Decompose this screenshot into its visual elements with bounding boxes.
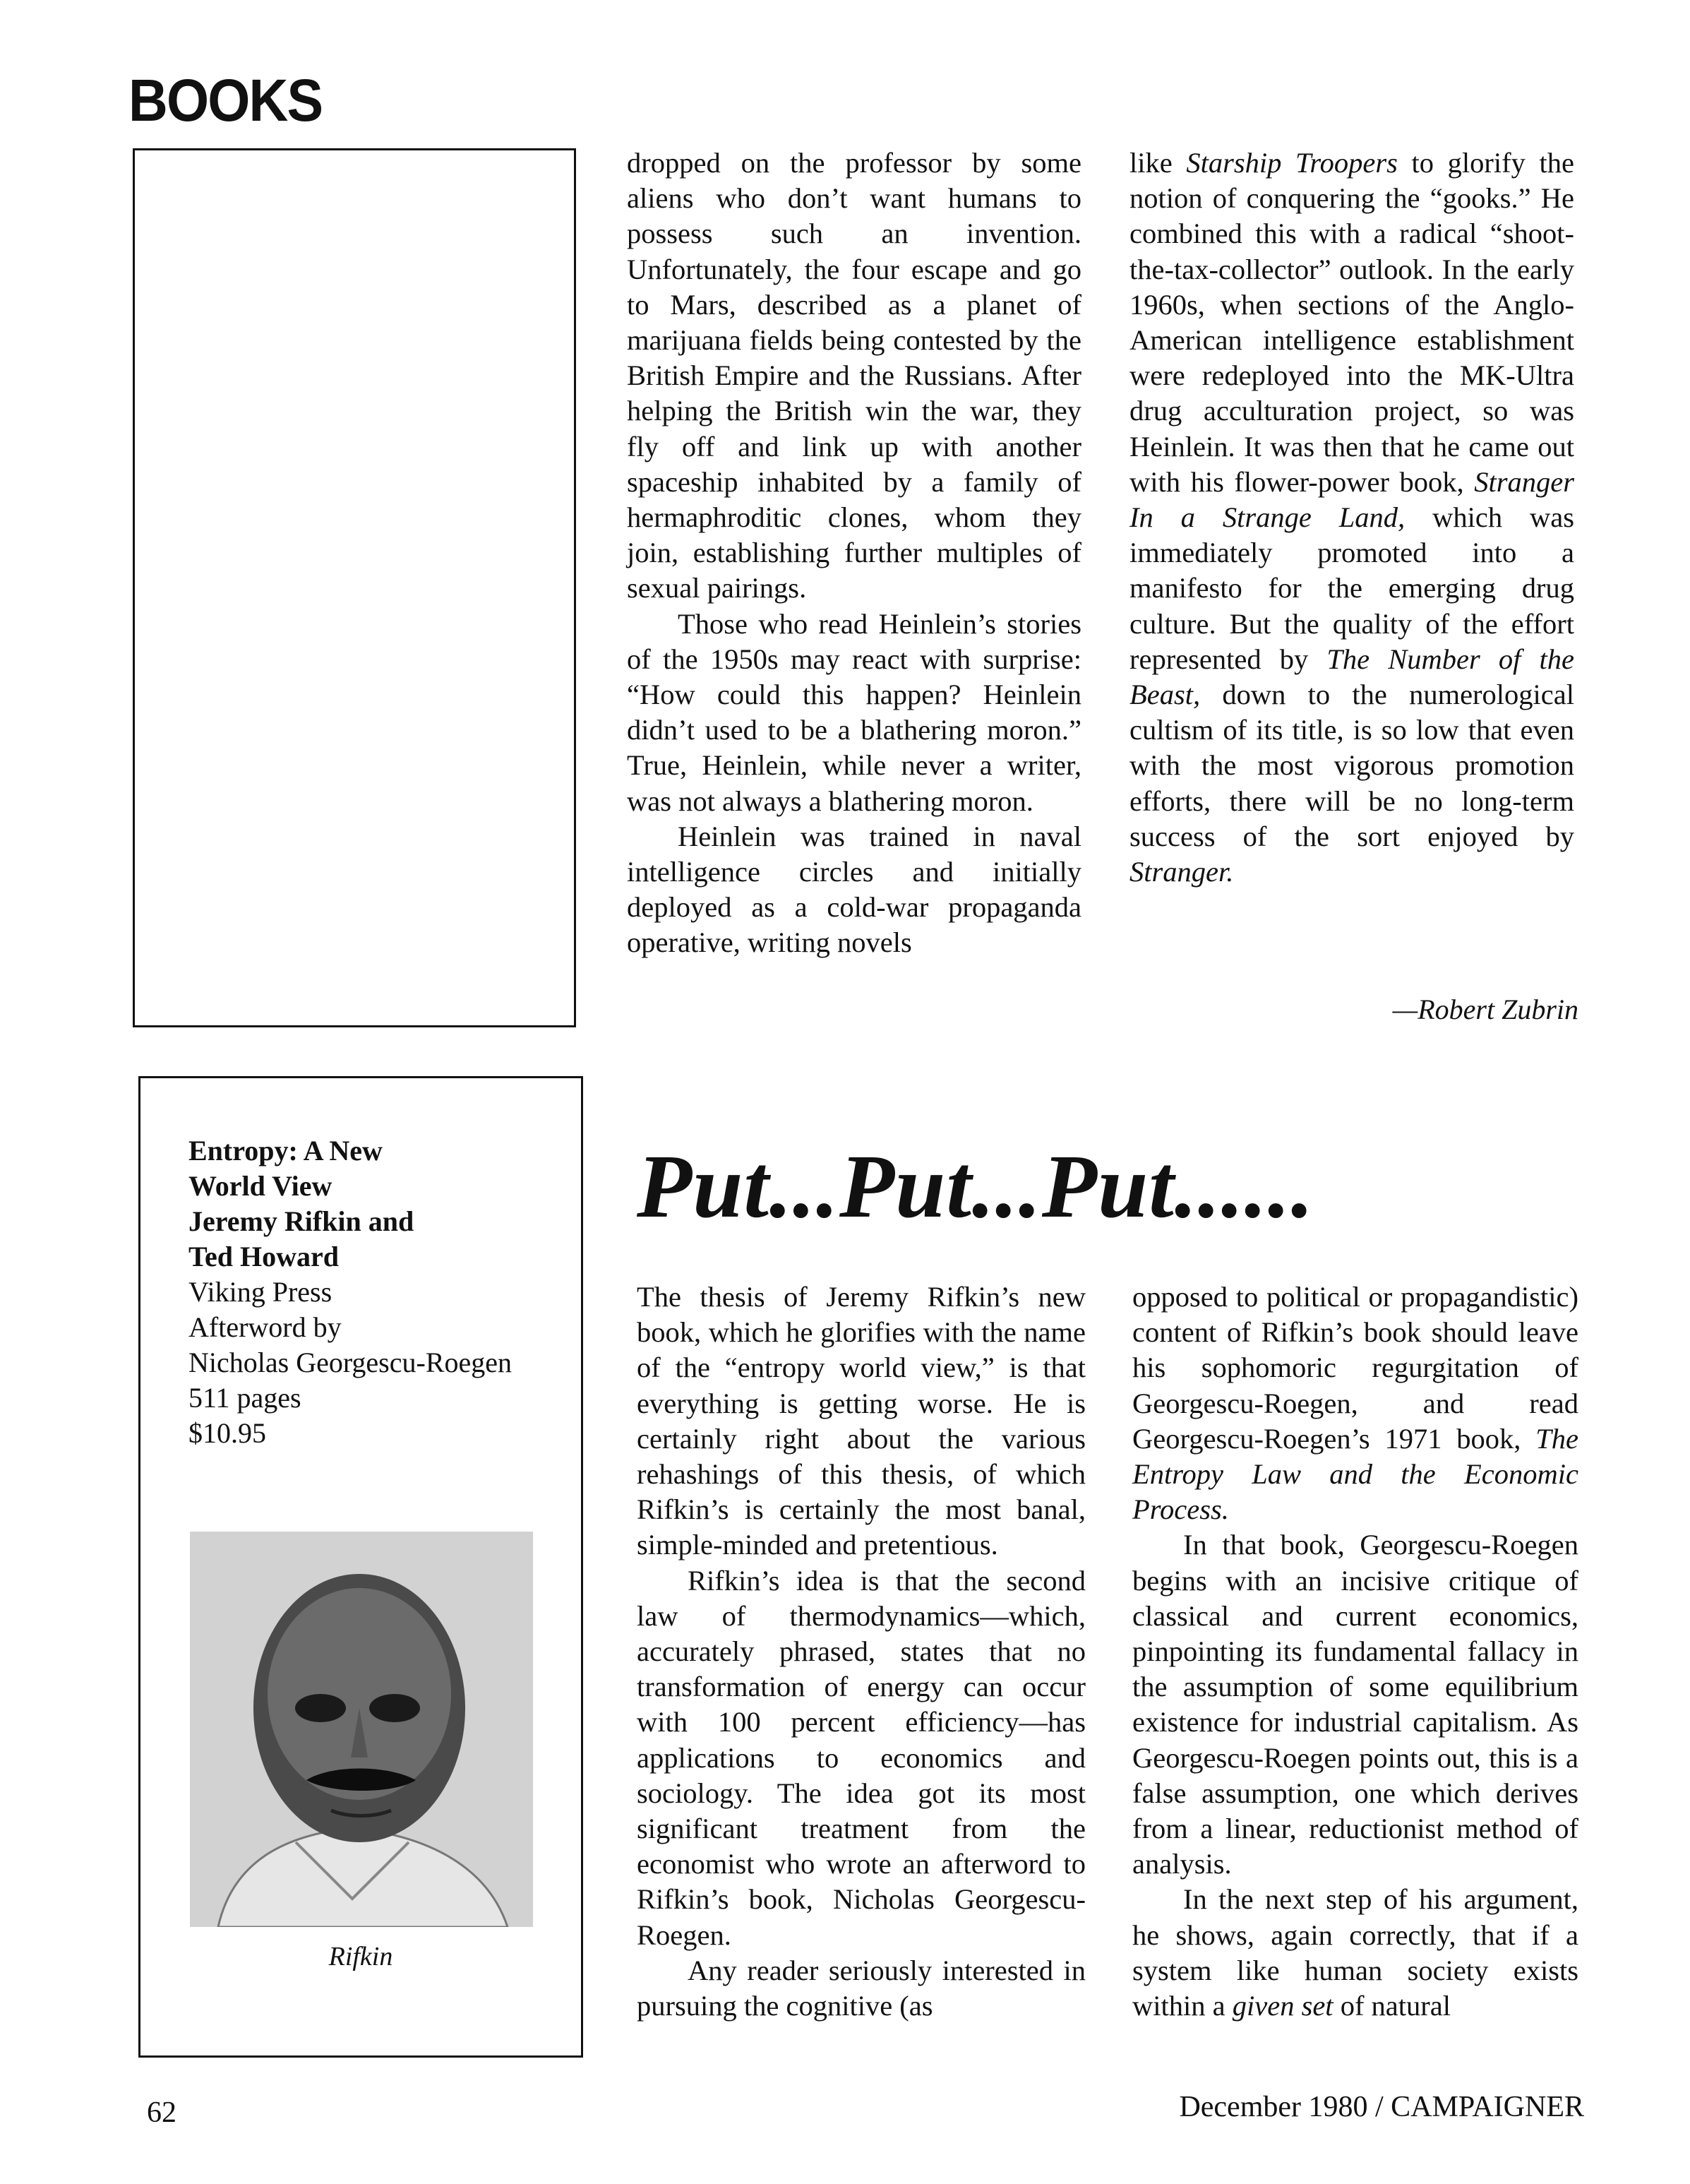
paragraph: The thesis of Jeremy Rifkin’s new book, which he glorifies with the name of the “entropy world view,” is that everything is getting worse. He is certainly right about the various rehashings of this thesis, of which Rifkin’s is certainly the most banal, simple-minded and pretentious. (637, 1281, 1086, 1561)
book-title-line: World View (188, 1170, 332, 1202)
blank-image-box (133, 148, 576, 1027)
price: $10.95 (188, 1417, 266, 1449)
book-title-italic: The Number of the Beast, (1129, 643, 1574, 711)
paragraph: Heinlein was trained in naval intelligence circles and initially deployed as a cold-war propaganda operative, writing novels (627, 820, 1081, 959)
book-title-italic: Stranger In a Strange Land, (1129, 465, 1574, 534)
review1-column-2 (1129, 145, 1574, 890)
review-headline: Put...Put...Put...... (637, 1136, 1314, 1236)
photo-caption: Rifkin (328, 1942, 393, 1971)
paragraph: dropped on the professor by some aliens who don’t want humans to possess such an invention. Unfortunately, the four escape and go to Mars, described as a planet of marijuana fields being contested by the British Empire and the Russians. After helping the British win the war, they fly off and link up with another spaceship inhabited by a family of hermaphroditic clones, whom they join, establishing further multiples of sexual pairings. (627, 147, 1081, 604)
issue-footer: December 1980 / CAMPAIGNER (1179, 2091, 1584, 2123)
book-author-line: Ted Howard (188, 1241, 340, 1272)
paragraph: Those who read Heinlein’s stories of the 1950s may react with surprise: “How could this happen? Heinlein didn’t used to be a blathering moron.” True, Heinlein, while never a writer, was not always a blathering moron. (627, 607, 1081, 817)
review1-column-1 (627, 145, 1081, 961)
page-count: 511 pages (188, 1382, 301, 1414)
emphasis-italic: given set (1232, 1990, 1334, 2022)
page-number: 62 (147, 2096, 176, 2129)
paragraph: Any reader seriously interested in pursuing the cognitive (as (637, 1954, 1086, 2022)
book-author-line: Jeremy Rifkin and (188, 1205, 414, 1237)
review2-column-2 (1132, 1279, 1578, 2024)
paragraph: like Starship Troopers to glorify the notion of conquering the “gooks.” He combined this with a radical “shoot-the-tax-collector” outlook. In the early 1960s, when sections of the Anglo-American intelligence establishment were redeployed into the MK-Ultra drug acculturation project, so was Heinlein. It was then that he came out with his flower-power book, Stranger In a Strange Land, which was immediately promoted into a manifesto for the emerging drug culture. But the quality of the effort represented by The Number of the Beast, down to the numerological cultism of its title, is so low that even with the most vigorous promotion efforts, there will be no long-term success of the sort enjoyed by Stranger. (1129, 147, 1574, 888)
section-title: BOOKS (128, 67, 323, 133)
publisher: Viking Press (188, 1276, 332, 1308)
paragraph: In that book, Georgescu-Roegen begins with an incisive critique of classical and current economics, pinpointing its fundamental fallacy in the assumption of some equilibrium existence for industrial capitalism. As Georgescu-Roegen points out, this is a false assumption, one which derives from a linear, reductionist method of analysis. (1132, 1529, 1578, 1880)
paragraph: In the next step of his argument, he shows, again correctly, that if a system like human society exists within a given set of natural (1132, 1883, 1578, 2022)
book-title-line: Entropy: A New (188, 1135, 383, 1166)
review-signature: —Robert Zubrin (1392, 993, 1578, 1025)
paragraph: Rifkin’s idea is that the second law of thermodynamics—which, accurately phrased, states that no transformation of energy can occur with 100 percent efficiency—has applications to economics and sociology. The idea got its most significant treatment from the economist who wrote an afterword to Rifkin’s book, Nicholas Georgescu-Roegen. (637, 1564, 1086, 1951)
book-title-italic: Starship Troopers (1186, 147, 1398, 179)
book-details (188, 1133, 570, 1451)
afterword-author: Nicholas Georgescu-Roegen (188, 1347, 513, 1378)
afterword-label: Afterword by (188, 1311, 342, 1343)
book-title-italic: Stranger. (1129, 856, 1234, 888)
author-photo (190, 1532, 533, 1927)
book-info-box (138, 1076, 583, 2058)
paragraph: opposed to political or propagandistic) content of Rifkin’s book should leave his sophomoric regurgitation of Georgescu-Roegen, and read Georgescu-Roegen’s 1971 book, The Entropy Law and the Economic Process. (1132, 1281, 1578, 1526)
book-title-italic: The Entropy Law and the Economic Process. (1132, 1422, 1578, 1526)
review2-column-1 (637, 1279, 1086, 2024)
